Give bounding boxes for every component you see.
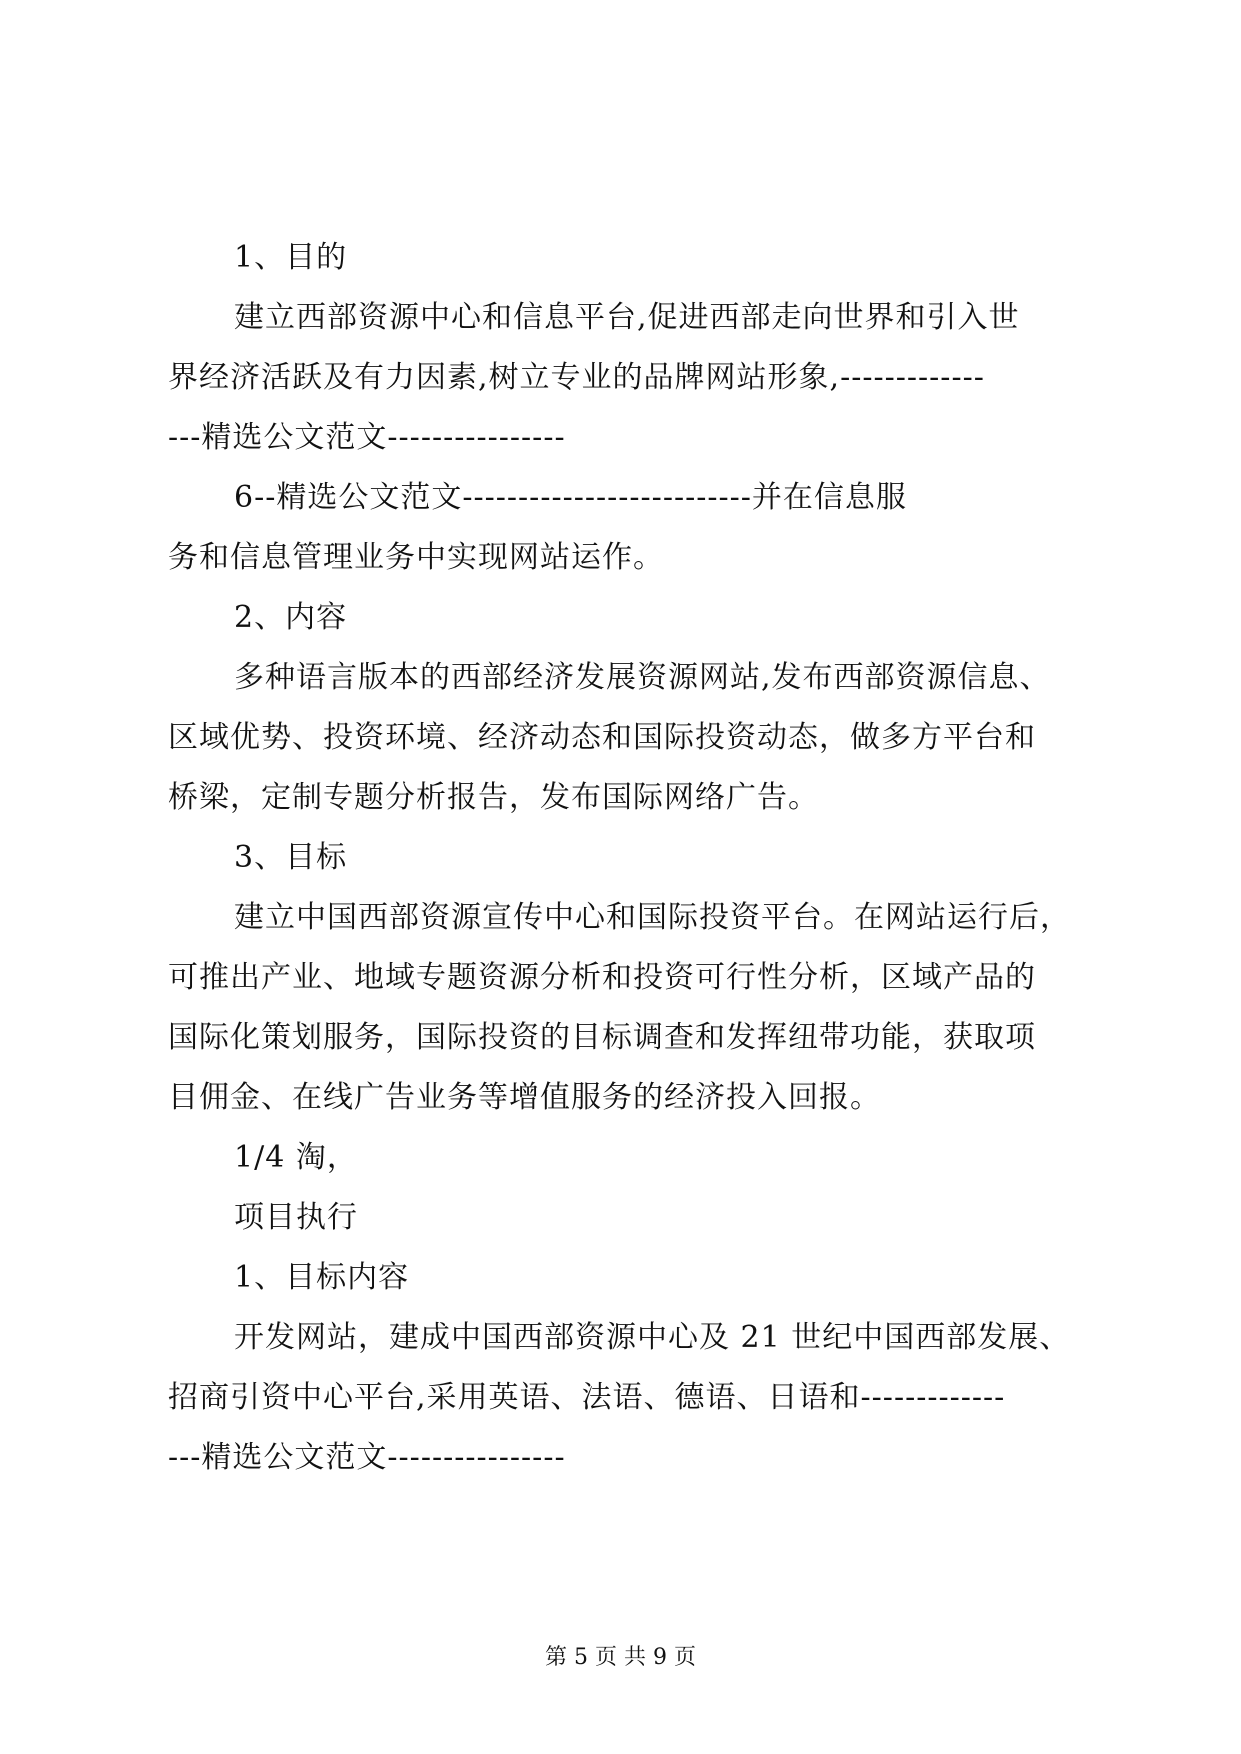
heading-target-content: 1、目标内容	[234, 1260, 410, 1295]
document-body	[168, 228, 1088, 1488]
paragraph-line: 开发网站，建成中国西部资源中心及 21 世纪中国西部发展、	[234, 1320, 1071, 1355]
paragraph-line: ---精选公文范文----------------	[168, 1440, 566, 1475]
paragraph-line: 6--精选公文范文--------------------------并在信息服	[234, 480, 907, 515]
paragraph-line: 国际化策划服务，国际投资的目标调查和发挥纽带功能，获取项	[168, 1020, 1036, 1055]
paragraph-line: 桥梁，定制专题分析报告，发布国际网络广告。	[168, 780, 819, 815]
page-number-footer: 第 5 页 共 9 页	[545, 1645, 696, 1670]
paragraph-line: 区域优势、投资环境、经济动态和国际投资动态，做多方平台和	[168, 720, 1036, 755]
heading-purpose: 1、目的	[234, 240, 348, 275]
heading-goal: 3、目标	[234, 840, 348, 875]
paragraph-line: 招商引资中心平台,采用英语、法语、德语、日语和-------------	[168, 1380, 1006, 1415]
paragraph-line: 界经济活跃及有力因素,树立专业的品牌网站形象,-------------	[168, 360, 985, 395]
heading-project-execution: 项目执行	[234, 1200, 358, 1235]
heading-content: 2、内容	[234, 600, 348, 635]
paragraph-line: 目佣金、在线广告业务等增值服务的经济投入回报。	[168, 1080, 881, 1115]
paragraph-line: ---精选公文范文----------------	[168, 420, 566, 455]
paragraph-line: 务和信息管理业务中实现网站运作。	[168, 540, 664, 575]
paragraph-line: 建立中国西部资源宣传中心和国际投资平台。在网站运行后，	[234, 900, 1071, 935]
paragraph-line: 可推出产业、地域专题资源分析和投资可行性分析，区域产品的	[168, 960, 1036, 995]
paragraph-line: 1/4 淘，	[234, 1140, 358, 1175]
paragraph-line: 多种语言版本的西部经济发展资源网站,发布西部资源信息、	[234, 660, 1051, 695]
paragraph-line: 建立西部资源中心和信息平台,促进西部走向世界和引入世	[234, 300, 1020, 335]
